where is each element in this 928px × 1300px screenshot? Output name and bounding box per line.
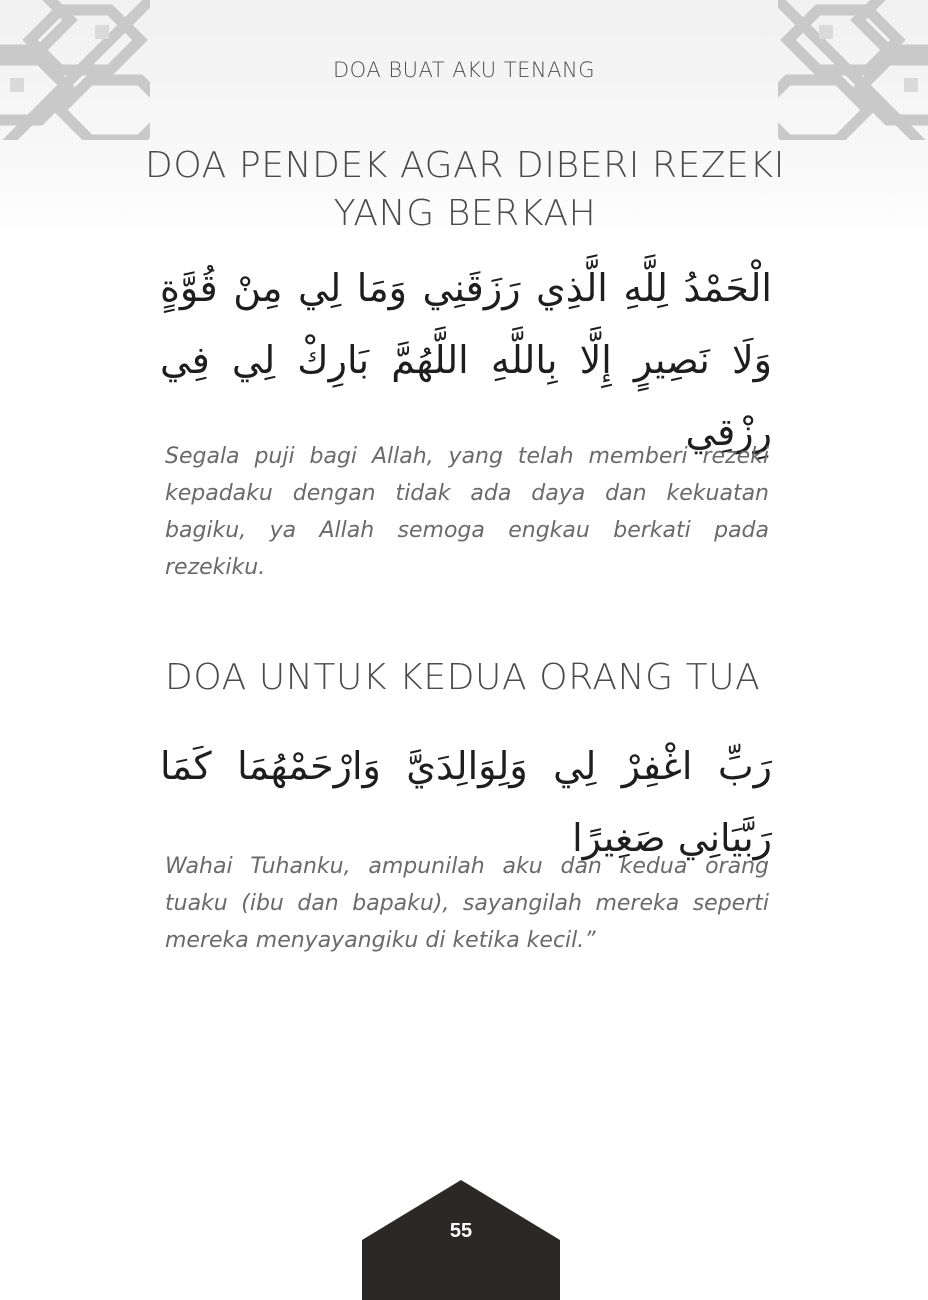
section-title-orang-tua: DOA UNTUK KEDUA ORANG TUA [165, 657, 761, 698]
arabic-prayer-orang-tua: رَبِّ اغْفِرْ لِي وَلِوَالِدَيَّ وَارْحَمْهُمَا كَمَا رَبَّيَانِي صَغِيرًا [160, 744, 772, 860]
section-title-rezeki: DOA PENDEK AGAR DIBERI REZEKI YANG BERKAH [145, 145, 785, 234]
page-number: 55 [449, 1220, 473, 1242]
arabic-prayer-rezeki: الْحَمْدُ لِلَّهِ الَّذِي رَزَقَنِي وَمَا لِي مِنْ قُوَّةٍ وَلَا نَصِيرٍ إِلَّا بِاللَّهِ اللَّهُمَّ بَارِكْ لِي فِي رِزْقِي [160, 266, 772, 454]
translation-rezeki: Segala puji bagi Allah, yang telah memberi rezeki kepadaku dengan tidak ada daya dan kekuatan bagiku, ya Allah semoga engkau berkati pada rezekiku. [165, 444, 769, 580]
running-header: DOA BUAT AKU TENANG [332, 58, 595, 82]
translation-orang-tua: Wahai Tuhanku, ampunilah aku dan kedua orang tuaku (ibu dan bapaku), sayangilah mereka seperti mereka menyayangiku di ketika kecil.” [165, 854, 769, 953]
